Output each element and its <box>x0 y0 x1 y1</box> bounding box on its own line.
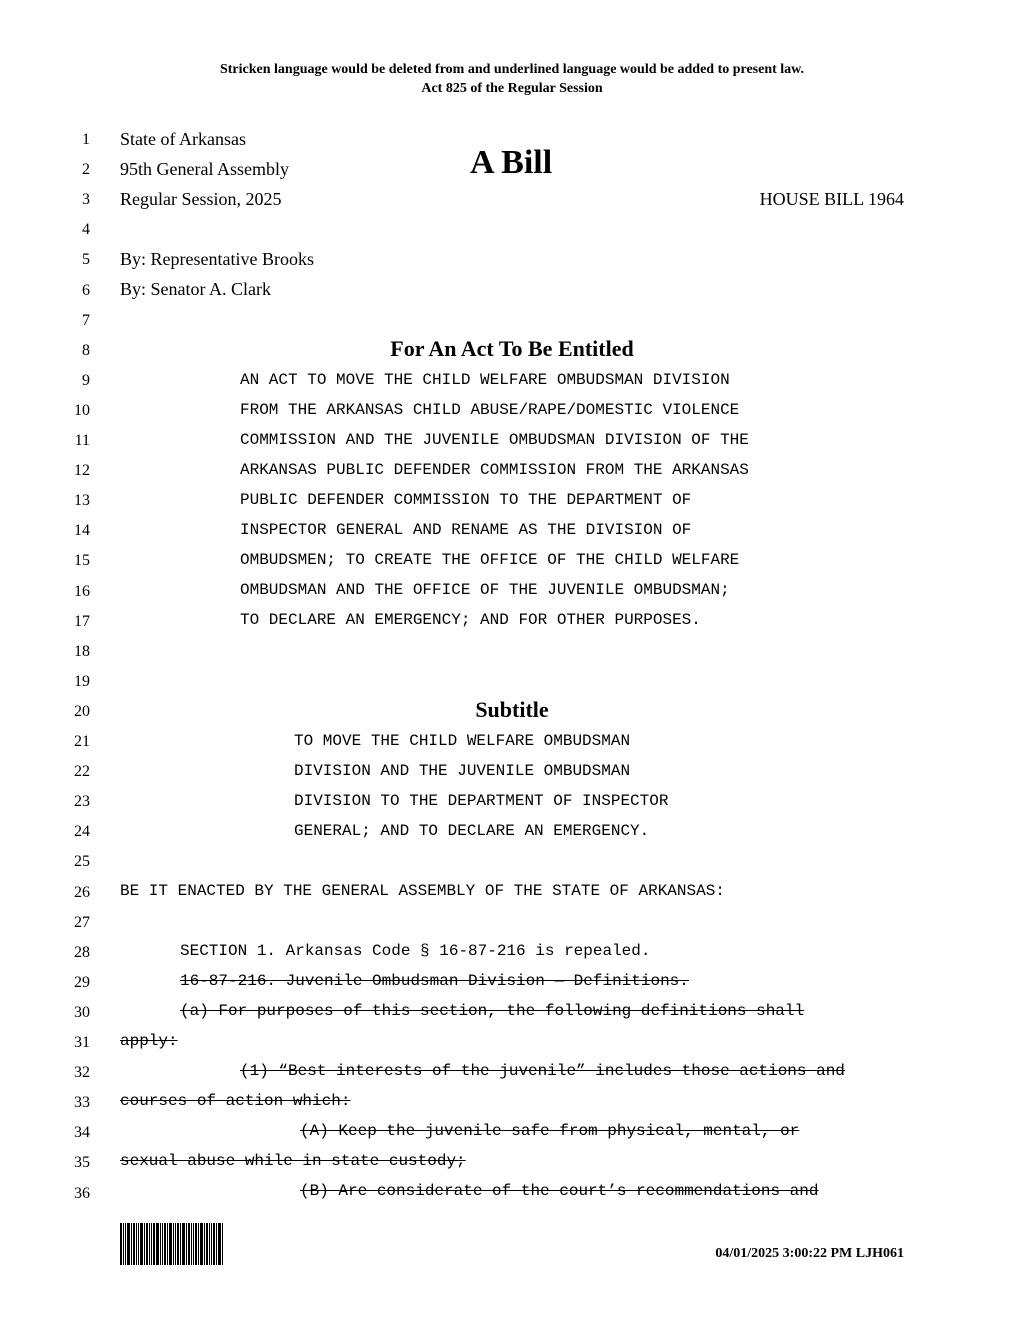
act-line: TO DECLARE AN EMERGENCY; AND FOR OTHER PURPOSES. <box>240 611 701 629</box>
subtitle-line: DIVISION AND THE JUVENILE OMBUDSMAN <box>294 762 631 780</box>
act-line: OMBUDSMAN AND THE OFFICE OF THE JUVENILE OMBUDSMAN; <box>240 581 730 599</box>
line-number: 20 <box>74 702 90 720</box>
line-number: 24 <box>74 823 90 841</box>
line-number: 26 <box>74 883 90 901</box>
act-line: AN ACT TO MOVE THE CHILD WELFARE OMBUDSMAN DIVISION <box>240 371 730 389</box>
act-line: ARKANSAS PUBLIC DEFENDER COMMISSION FROM THE ARKANSAS <box>240 461 749 479</box>
line-number: 12 <box>74 462 90 480</box>
line-number: 3 <box>82 191 90 209</box>
section-heading: SECTION 1. Arkansas Code § 16-87-216 is repealed. <box>180 942 651 960</box>
stricken-text: 16-87-216. Juvenile Ombudsman Division — Definitions. <box>180 972 689 990</box>
line-number: 10 <box>74 401 90 419</box>
act-line: OMBUDSMEN; TO CREATE THE OFFICE OF THE CHILD WELFARE <box>240 551 740 569</box>
line-number: 30 <box>74 1003 90 1021</box>
print-timestamp: 04/01/2025 3:00:22 PM LJH061 <box>715 1246 904 1261</box>
line-number: 14 <box>74 522 90 540</box>
line-number: 13 <box>74 492 90 510</box>
stricken-text: (1) “Best interests of the juvenile” includes those actions and <box>240 1062 845 1080</box>
line-number: 19 <box>74 672 90 690</box>
enacting-clause: BE IT ENACTED BY THE GENERAL ASSEMBLY OF THE STATE OF ARKANSAS: <box>120 882 725 900</box>
act-line: FROM THE ARKANSAS CHILD ABUSE/RAPE/DOMESTIC VIOLENCE <box>240 401 740 419</box>
stricken-text: (B) Are considerate of the court’s recommendations and <box>300 1182 819 1200</box>
stricken-text: (a) For purposes of this section, the following definitions shall <box>180 1002 805 1020</box>
line-number: 34 <box>74 1124 90 1142</box>
state-name: State of Arkansas <box>120 129 246 149</box>
line-number: 21 <box>74 733 90 750</box>
line-number: 32 <box>74 1064 90 1082</box>
act-line: COMMISSION AND THE JUVENILE OMBUDSMAN DIVISION OF THE <box>240 431 749 449</box>
stricken-text: sexual abuse while in state custody; <box>120 1152 466 1170</box>
line-number: 6 <box>82 281 90 299</box>
line-number: 28 <box>74 943 90 961</box>
line-number: 1 <box>82 131 90 148</box>
line-number: 22 <box>74 763 90 781</box>
session: Regular Session, 2025 <box>120 189 282 209</box>
line-number: 36 <box>74 1184 90 1202</box>
line-number: 25 <box>74 853 90 871</box>
line-number: 7 <box>82 311 90 329</box>
bill-title: A Bill <box>470 144 553 181</box>
subtitle-line: DIVISION TO THE DEPARTMENT OF INSPECTOR <box>294 792 669 810</box>
line-number: 15 <box>74 552 90 570</box>
line-number: 23 <box>74 793 90 811</box>
stricken-text: courses of action which: <box>120 1092 351 1110</box>
line-number: 16 <box>74 582 90 600</box>
act-heading: For An Act To Be Entitled <box>390 336 634 361</box>
subtitle-line: GENERAL; AND TO DECLARE AN EMERGENCY. <box>294 822 650 840</box>
sponsor-senator: By: Senator A. Clark <box>120 279 271 299</box>
subtitle-heading: Subtitle <box>475 697 549 722</box>
strike-notice: Stricken language would be deleted from and underlined language would be added to present law. <box>219 62 805 77</box>
line-number: 2 <box>82 161 90 179</box>
line-number: 33 <box>74 1094 90 1112</box>
line-number: 9 <box>82 371 90 389</box>
assembly: 95th General Assembly <box>120 159 289 179</box>
stricken-text: (A) Keep the juvenile safe from physical, mental, or <box>300 1122 800 1140</box>
line-number: 29 <box>74 973 90 991</box>
sponsor-representative: By: Representative Brooks <box>120 249 314 269</box>
line-number: 5 <box>82 251 90 269</box>
subtitle-line: TO MOVE THE CHILD WELFARE OMBUDSMAN <box>294 732 631 750</box>
act-number: Act 825 of the Regular Session <box>421 81 603 96</box>
line-number: 4 <box>82 221 90 239</box>
line-number: 35 <box>74 1154 90 1172</box>
line-number: 11 <box>74 432 90 449</box>
line-number: 31 <box>74 1034 90 1051</box>
act-line: PUBLIC DEFENDER COMMISSION TO THE DEPARTMENT OF <box>240 491 692 509</box>
line-number: 18 <box>74 642 90 660</box>
act-line: INSPECTOR GENERAL AND RENAME AS THE DIVISION OF <box>240 521 692 539</box>
stricken-text: apply: <box>120 1032 178 1050</box>
line-number: 8 <box>82 341 90 359</box>
line-number: 27 <box>74 913 90 931</box>
barcode <box>120 1223 250 1265</box>
bill-number: HOUSE BILL 1964 <box>759 189 904 209</box>
line-number: 17 <box>74 612 90 630</box>
